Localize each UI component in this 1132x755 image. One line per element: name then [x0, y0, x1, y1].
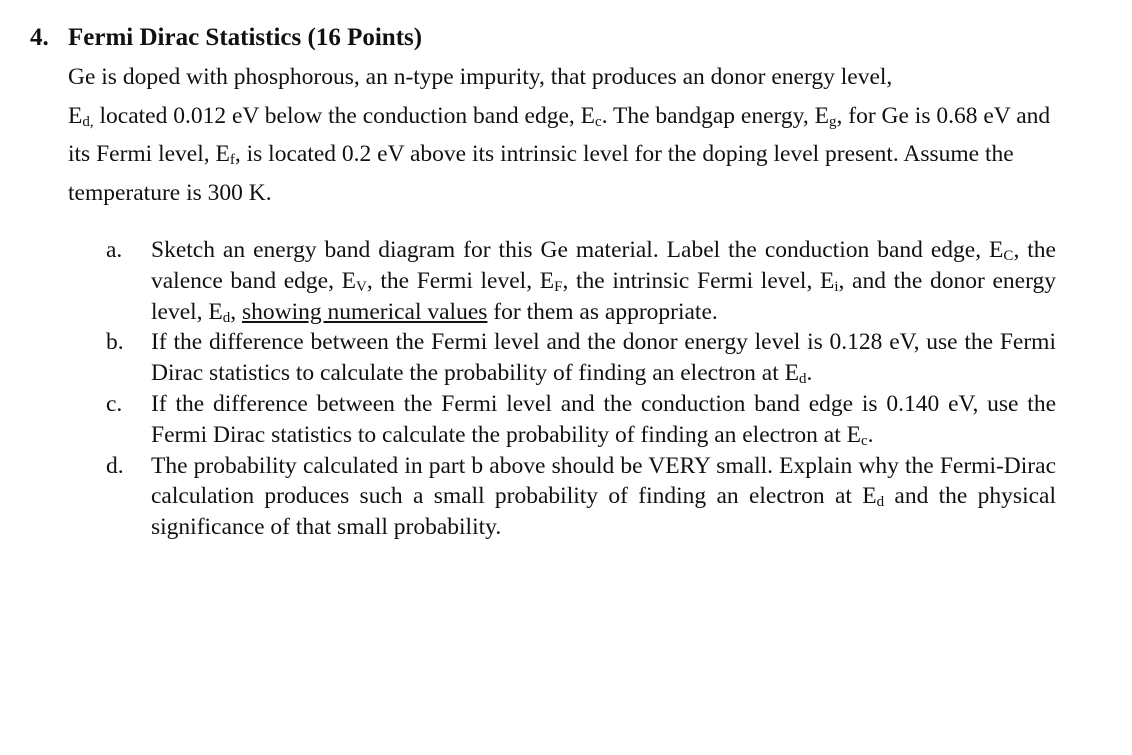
text-run: Sketch an energy band diagram for this Ge material. Label the conduction band edge, E	[151, 237, 1004, 263]
text-run: ,	[230, 298, 243, 325]
intro-text: located 0.012 eV below the conduction band edge, E	[93, 102, 596, 129]
subscript: i	[834, 278, 839, 295]
intro-text: , is located 0.2 eV above its intrinsic level for the doping level present. Assume the temperature is 300 K.	[68, 141, 1014, 206]
sub-questions	[106, 235, 1056, 543]
text-run: .	[806, 360, 813, 387]
text-run: , the Fermi level, E	[366, 267, 555, 294]
intro-text: E	[68, 102, 83, 129]
text-run: If the difference between the Fermi level and the conduction band edge is 0.140 eV, use the Fermi Dirac statistics to calculate the probability of finding an electron at E	[151, 390, 1056, 448]
part-a	[106, 235, 1056, 327]
part-text	[151, 327, 1056, 389]
part-d	[106, 451, 1056, 543]
part-c	[106, 389, 1056, 451]
text-run: The probability calculated in part b above should be VERY small. Explain why the Fermi-Dirac calculation produces such a small probability of finding an electron at E	[151, 452, 1056, 510]
subscript: c	[861, 432, 868, 449]
subscript: d	[798, 371, 807, 388]
part-label: d.	[106, 452, 124, 479]
problem-title: Fermi Dirac Statistics (16 Points)	[68, 24, 423, 51]
intro-text: , for Ge is 0.68 eV and its Fermi level, E	[68, 102, 1051, 167]
part-text	[151, 451, 1056, 543]
underlined-emphasis: showing numerical values	[242, 298, 488, 325]
text-run: , and the donor energy level, E	[151, 267, 1057, 325]
text-run: and the physical significance of that small probability.	[151, 483, 1056, 541]
subscript: d	[876, 494, 885, 511]
subscript: f	[229, 152, 235, 168]
text-run: , the intrinsic Fermi level, E	[562, 267, 835, 294]
part-text	[151, 389, 1056, 451]
subscript: d,	[82, 113, 94, 130]
part-b	[106, 327, 1056, 389]
subscript: V	[356, 278, 367, 295]
problem-number: 4.	[30, 24, 49, 51]
part-label: a.	[106, 237, 123, 263]
part-text	[151, 235, 1056, 327]
part-label: c.	[106, 390, 123, 417]
text-run: If the difference between the Fermi level and the donor energy level is 0.128 eV, use the Fermi Dirac statistics to calculate the probability of finding an electron at E	[151, 329, 1056, 387]
subscript: F	[554, 278, 563, 295]
subscript: g	[829, 113, 837, 130]
intro-text: Ge is doped with phosphorous, an n-type impurity, that produces an donor energy level,	[68, 64, 893, 90]
text-run: .	[867, 421, 874, 448]
part-label: b.	[106, 329, 124, 356]
subscript: C	[1003, 248, 1014, 264]
text-run: , the valence band edge, E	[151, 237, 1056, 294]
subscript: d	[222, 309, 231, 326]
intro-text: . The bandgap energy, E	[601, 102, 829, 129]
subscript: c	[595, 113, 602, 130]
problem-heading	[30, 22, 422, 54]
text-run: for them as appropriate.	[487, 298, 718, 325]
problem-statement	[68, 58, 1058, 212]
